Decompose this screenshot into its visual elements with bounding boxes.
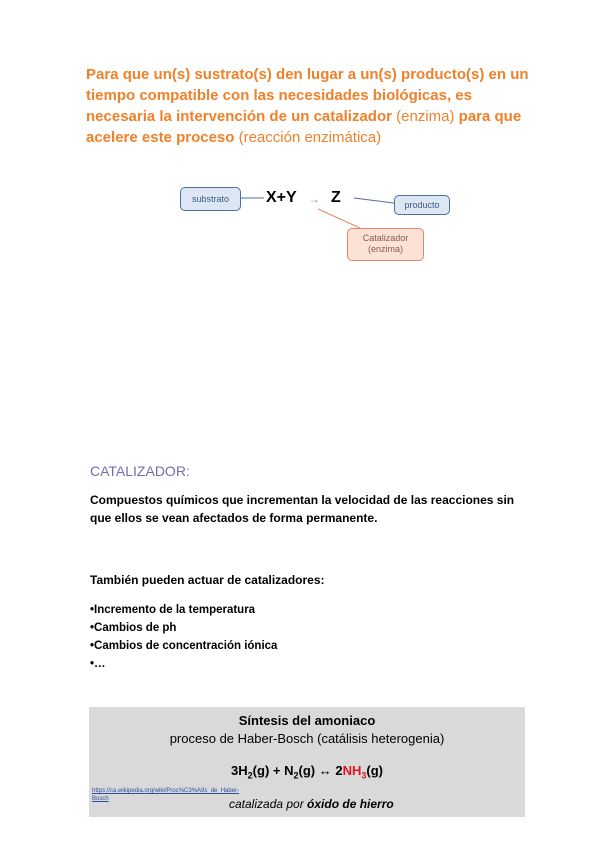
intro-text-1: Para que un(s) sustrato(s) den lugar a un(s) producto(s) en un tiempo compatible con las necesidades biológicas, es necesaria la intervención de un catalizador — [86, 66, 529, 125]
box-subtitle: proceso de Haber-Bosch (catálisis heterogenia) — [169, 731, 445, 746]
product-pointer — [354, 198, 394, 203]
catalyzed-agent: óxido de hierro — [307, 797, 394, 811]
catalyst-pointer — [318, 209, 360, 228]
eq-sub: 2 — [293, 770, 299, 781]
product-symbol: Z — [331, 189, 341, 206]
ammonia-equation — [89, 763, 525, 781]
reaction-arrow-icon: → — [308, 192, 320, 206]
catalyst-definition: Compuestos químicos que incrementan la velocidad de las reacciones sin que ellos se vean afectados de forma permanente. — [90, 493, 515, 525]
list-item: • Incremento de la temperatura — [90, 601, 277, 619]
section-title: CATALIZADOR: — [90, 463, 190, 479]
catalyst-callout — [347, 228, 424, 261]
eq-part: (g) — [366, 763, 383, 778]
catalyzed-prefix: catalizada por — [229, 797, 308, 811]
intro-text-reaction: (reacción enzimática) — [238, 129, 382, 146]
product-callout: producto — [394, 195, 450, 215]
eq-part: 3H — [231, 763, 248, 778]
eq-part: NH — [342, 763, 362, 778]
eq-sub: 2 — [247, 770, 253, 781]
substrate-callout: substrato — [180, 187, 241, 211]
box-title: Síntesis del amoniaco — [238, 713, 376, 728]
eq-nh3 — [342, 763, 367, 781]
wikipedia-link[interactable]: https://ca.wikipedia.org/wiki/Proc%C3%A9s_de_Haber-Bosch — [92, 788, 240, 802]
reactants-label: X+Y — [266, 189, 297, 206]
eq-part: (g) ↔ 2 — [298, 763, 343, 778]
intro-text-3: para que acelere este proceso — [86, 108, 522, 146]
catalyzed-by — [229, 797, 394, 811]
eq-sub: 3 — [361, 770, 367, 781]
haber-bosch-box — [89, 707, 525, 817]
catalyst-sublabel: (enzima) — [367, 244, 403, 254]
reaction-diagram — [0, 0, 600, 300]
list-item: • Cambios de concentración iónica — [90, 637, 277, 655]
catalyst-label: Catalizador — [362, 233, 409, 243]
eq-part: (g) + N — [252, 763, 294, 778]
also-heading: También pueden actuar de catalizadores: — [90, 573, 325, 587]
list-item: • Cambios de ph — [90, 619, 277, 637]
list-item: • … — [90, 655, 277, 673]
intro-text-enzyme: (enzima) — [396, 108, 455, 125]
catalyst-list — [90, 601, 277, 673]
